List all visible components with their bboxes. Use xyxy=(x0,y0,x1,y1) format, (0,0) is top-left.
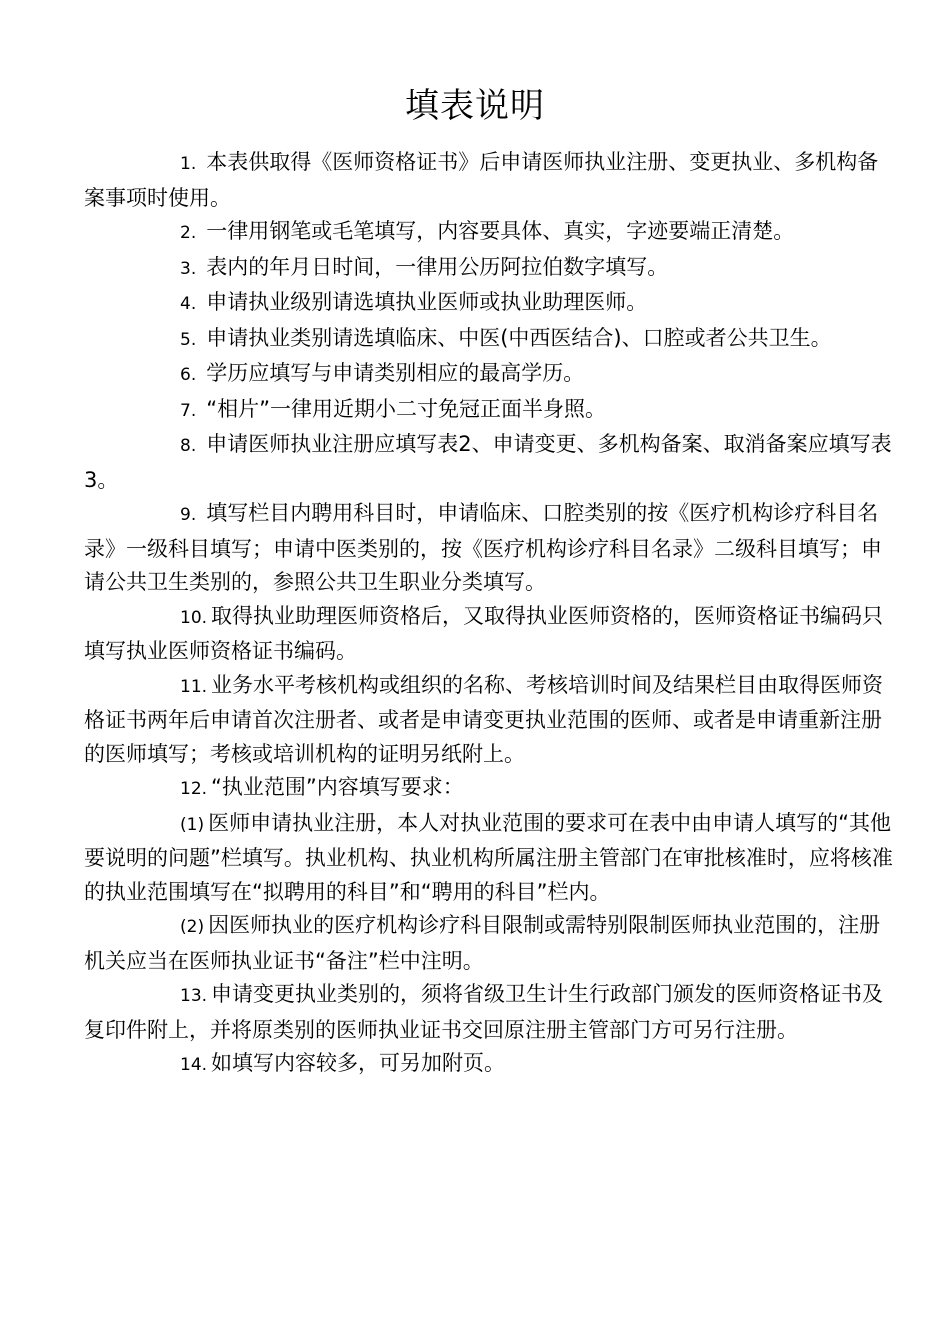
item-number: 4. xyxy=(180,294,197,314)
item-text: 因医师执业的医疗机构诊疗科目限制或需特别限制医师执业范围的，注册机关应当在医师执业证书“备注”栏中注明。 xyxy=(84,913,881,973)
item-number: 8. xyxy=(180,436,197,456)
item-text: 一律用钢笔或毛笔填写，内容要具体、真实，字迹要端正清楚。 xyxy=(206,219,795,243)
item-number: 5. xyxy=(180,329,197,350)
item-number: 2. xyxy=(180,223,197,243)
item-number: 1. xyxy=(180,154,197,174)
instruction-item xyxy=(84,393,894,429)
item-text: 取得执业助理医师资格后，又取得执业医师资格的，医师资格证书编码只填写执业医师资格证书编码。 xyxy=(84,603,884,663)
item-number: 10. xyxy=(180,607,208,628)
instruction-item xyxy=(84,215,894,251)
item-text: 申请执业类别请选填临床、中医(中西医结合)、口腔或者公共卫生。 xyxy=(206,325,832,350)
item-text: 业务水平考核机构或组织的名称、考核培训时间及结果栏目由取得医师资格证书两年后申请首次注册者、或者是申请变更执业范围的医师、或者是申请重新注册的医师填写；考核或培训机构的证明另纸附上。 xyxy=(84,672,884,766)
item-number: 6. xyxy=(180,365,197,385)
item-number: (2) xyxy=(180,917,205,937)
instruction-item xyxy=(84,669,894,772)
instruction-item xyxy=(84,771,894,807)
instruction-item xyxy=(84,978,894,1047)
item-text: 学历应填写与申请类别相应的最高学历。 xyxy=(206,361,585,385)
item-text: 申请变更执业类别的，须将省级卫生计生行政部门颁发的医师资格证书及复印件附上，并将原类别的医师执业证书交回原注册主管部门方可另行注册。 xyxy=(84,982,884,1042)
page-title: 填表说明 xyxy=(405,86,545,126)
instruction-subitem xyxy=(84,807,894,910)
item-number: 7. xyxy=(180,400,197,421)
instruction-item xyxy=(84,357,894,393)
item-text: “执业范围”内容填写要求： xyxy=(211,775,464,799)
instruction-item xyxy=(84,600,894,669)
item-number: 9. xyxy=(180,505,197,525)
item-text: 申请执业级别请选填执业医师或执业助理医师。 xyxy=(206,290,648,314)
item-text: “相片”一律用近期小二寸免冠正面半身照。 xyxy=(206,396,606,421)
instruction-item xyxy=(84,1047,894,1083)
item-text: 如填写内容较多，可另加附页。 xyxy=(211,1051,506,1075)
instruction-item xyxy=(84,322,894,358)
instruction-list xyxy=(84,146,894,1083)
item-text: 申请医师执业注册应填写表2、申请变更、多机构备案、取消备案应填写表3。 xyxy=(84,432,892,492)
item-number: 13. xyxy=(180,986,208,1006)
item-text: 本表供取得《医师资格证书》后申请医师执业注册、变更执业、多机构备案事项时使用。 xyxy=(84,150,879,210)
item-number: 3. xyxy=(180,258,197,279)
instruction-item xyxy=(84,146,894,215)
instruction-subitem xyxy=(84,909,894,978)
instruction-item xyxy=(84,428,894,497)
item-text: 表内的年月日时间，一律用公历阿拉伯数字填写。 xyxy=(206,254,669,279)
item-text: 填写栏目内聘用科目时，申请临床、口腔类别的按《医疗机构诊疗科目名录》一级科目填写；申请中医类别的，按《医疗机构诊疗科目名录》二级科目填写；申请公共卫生类别的，参照公共卫生职业分类填写。 xyxy=(84,501,882,594)
item-number: 12. xyxy=(180,779,208,799)
item-number: 14. xyxy=(180,1055,208,1075)
instruction-item xyxy=(84,251,894,287)
instruction-item xyxy=(84,286,894,322)
item-number: (1) xyxy=(180,814,205,835)
instruction-item xyxy=(84,497,894,600)
item-text: 医师申请执业注册，本人对执业范围的要求可在表中由申请人填写的“其他要说明的问题”栏填写。执业机构、执业机构所属注册主管部门在审批核准时，应将核准的执业范围填写在“拟聘用的科目”和“聘用的科目”栏内。 xyxy=(84,810,893,904)
item-number: 11. xyxy=(180,676,208,697)
